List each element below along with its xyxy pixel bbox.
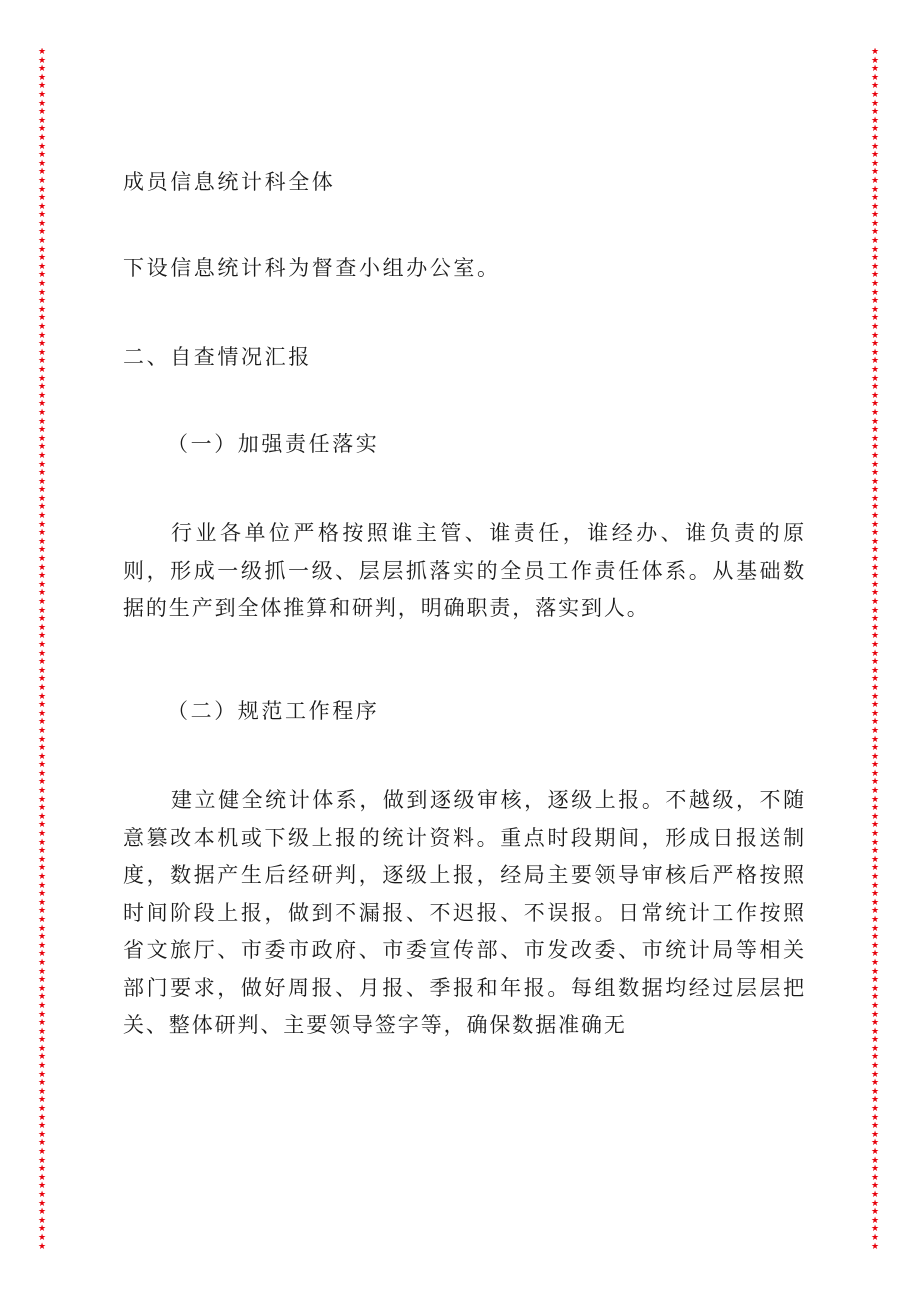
subheading-procedure: （二）规范工作程序: [167, 699, 380, 723]
right-star-border: ★ ★ ★ ★ ★ ★ ★ ★ ★ ★ ★ ★ ★ ★ ★ ★ ★ ★ ★ ★ ★ ★ ★ ★ ★ ★ ★ ★ ★ ★ ★ ★ ★ ★ ★ ★ ★ ★ ★ ★ ★ ★ ★ ★ ★ ★ ★ ★ ★ ★ ★ ★ ★ ★ ★ ★ ★ ★ ★ ★ ★ ★ ★ ★ ★ ★ ★ ★ ★ ★ ★ ★ ★ ★ ★ ★ ★ ★ ★ ★ ★ ★ ★ ★ ★ ★ ★ ★ ★ ★ ★ ★ ★ ★ ★ ★ ★ ★ ★ ★ ★ ★ ★ ★ ★ ★ ★ ★ ★ ★ ★ ★ ★ ★ ★ ★ ★ ★ ★ ★ ★ ★ ★ ★ ★ ★ ★ ★ ★ ★ ★ ★ ★ ★ ★ ★ ★ ★ ★ ★: [870, 48, 880, 1252]
left-star-border: ★ ★ ★ ★ ★ ★ ★ ★ ★ ★ ★ ★ ★ ★ ★ ★ ★ ★ ★ ★ ★ ★ ★ ★ ★ ★ ★ ★ ★ ★ ★ ★ ★ ★ ★ ★ ★ ★ ★ ★ ★ ★ ★ ★ ★ ★ ★ ★ ★ ★ ★ ★ ★ ★ ★ ★ ★ ★ ★ ★ ★ ★ ★ ★ ★ ★ ★ ★ ★ ★ ★ ★ ★ ★ ★ ★ ★ ★ ★ ★ ★ ★ ★ ★ ★ ★ ★ ★ ★ ★ ★ ★ ★ ★ ★ ★ ★ ★ ★ ★ ★ ★ ★ ★ ★ ★ ★ ★ ★ ★ ★ ★ ★ ★ ★ ★ ★ ★ ★ ★ ★ ★ ★ ★ ★ ★ ★ ★ ★ ★ ★ ★ ★ ★ ★ ★ ★ ★ ★ ★: [37, 48, 47, 1252]
paragraph-procedure: 建立健全统计体系，做到逐级审核，逐级上报。不越级，不随意篡改本机或下级上报的统计资料。重点时段期间，形成日报送制度，数据产生后经研判，逐级上报，经局主要领导审核后严格按照时间阶段上报，做到不漏报、不迟报、不误报。日常统计工作按照省文旅厅、市委市政府、市委宣传部、市发改委、市统计局等相关部门要求，做好周报、月报、季报和年报。每组数据均经过层层把关、整体研判、主要领导签字等，确保数据准确无: [123, 788, 806, 1037]
section-heading-self-check: 二、自查情况汇报: [123, 345, 312, 369]
document-body: [123, 0, 806, 1301]
subheading-responsibility: （一）加强责任落实: [167, 432, 380, 456]
office-line: 下设信息统计科为督查小组办公室。: [123, 256, 501, 280]
paragraph-responsibility: 行业各单位严格按照谁主管、谁责任，谁经办、谁负责的原则，形成一级抓一级、层层抓落实的全员工作责任体系。从基础数据的生产到全体推算和研判，明确职责，落实到人。: [123, 521, 806, 620]
member-line: 成员信息统计科全体: [123, 170, 336, 194]
